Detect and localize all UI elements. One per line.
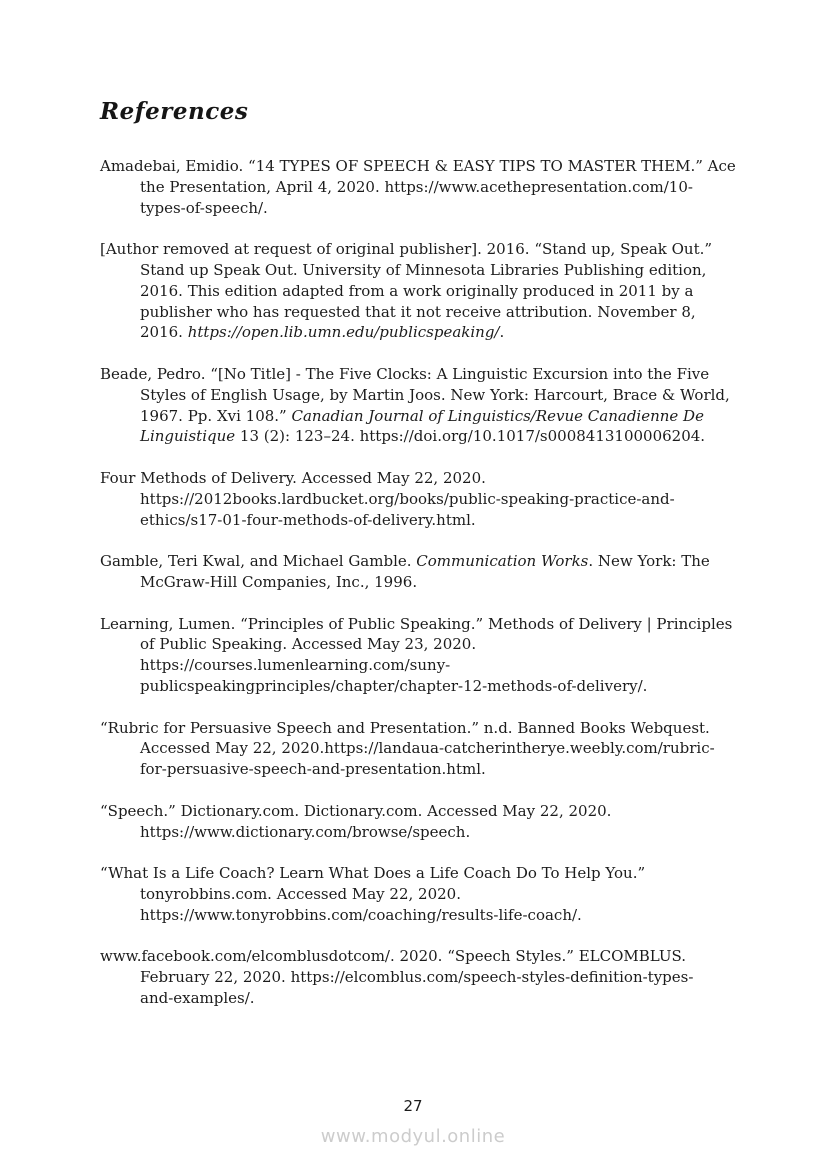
italic-text-segment: Linguistique <box>140 427 236 446</box>
reference-entry <box>100 156 740 218</box>
reference-line <box>100 322 740 343</box>
reference-line <box>100 156 740 177</box>
reference-line <box>100 946 740 967</box>
reference-entry <box>100 946 740 1008</box>
reference-line <box>100 198 740 219</box>
reference-line <box>100 281 740 302</box>
reference-line <box>100 759 740 780</box>
reference-entry <box>100 863 740 925</box>
italic-text-segment: Communication Works <box>416 552 589 571</box>
reference-line <box>100 655 740 676</box>
text-segment: types-of-speech/. <box>140 198 268 217</box>
watermark: www.modyul.online <box>320 1126 506 1147</box>
text-segment: Styles of English Usage, by Martin Joos. New York: Harcourt, Brace & World, <box>140 385 730 404</box>
reference-entry <box>100 801 740 843</box>
reference-line <box>100 468 740 489</box>
text-segment: “Rubric for Persuasive Speech and Presentation.” n.d. Banned Books Webquest. <box>100 718 710 737</box>
text-segment: 1967. Pp. Xvi 108.” <box>140 406 292 425</box>
reference-entry <box>100 468 740 530</box>
reference-line <box>100 676 740 697</box>
reference-line <box>100 489 740 510</box>
references-list <box>100 156 740 1029</box>
text-segment: . New York: The <box>588 552 710 571</box>
reference-line <box>100 302 740 323</box>
text-segment: Beade, Pedro. “[No Title] - The Five Clocks: A Linguistic Excursion into the Five <box>100 364 710 383</box>
text-segment: for-persuasive-speech-and-presentation.html. <box>140 760 486 779</box>
reference-line <box>100 634 740 655</box>
text-segment: of Public Speaking. Accessed May 23, 2020. <box>140 635 477 654</box>
text-segment: McGraw-Hill Companies, Inc., 1996. <box>140 572 418 591</box>
reference-line <box>100 364 740 385</box>
reference-entry <box>100 718 740 780</box>
reference-line <box>100 884 740 905</box>
reference-line <box>100 260 740 281</box>
text-segment: . <box>499 323 505 342</box>
reference-line <box>100 510 740 531</box>
text-segment: the Presentation, April 4, 2020. https://www.acethepresentation.com/10- <box>140 177 693 196</box>
reference-line <box>100 426 740 447</box>
text-segment: Learning, Lumen. “Principles of Public Speaking.” Methods of Delivery | Principles <box>100 614 733 633</box>
reference-line <box>100 406 740 427</box>
text-segment: https://courses.lumenlearning.com/suny- <box>140 656 451 675</box>
text-segment: 13 (2): 123–24. https://doi.org/10.1017/s0008413100006204. <box>235 427 706 446</box>
reference-entry <box>100 614 740 697</box>
reference-line <box>100 863 740 884</box>
text-segment: publicspeakingprinciples/chapter/chapter-12-methods-of-delivery/. <box>140 676 648 695</box>
text-segment: www.facebook.com/elcomblusdotcom/. 2020. “Speech Styles.” ELCOMBLUS. <box>100 947 687 966</box>
italic-text-segment: Canadian Journal of Linguistics/Revue Canadienne De <box>291 406 704 425</box>
text-segment: Gamble, Teri Kwal, and Michael Gamble. <box>100 552 417 571</box>
text-segment: https://2012books.lardbucket.org/books/public-speaking-practice-and- <box>140 489 675 508</box>
reference-line <box>100 572 740 593</box>
text-segment: Stand up Speak Out. University of Minnesota Libraries Publishing edition, <box>140 260 707 279</box>
reference-line <box>100 177 740 198</box>
reference-line <box>100 988 740 1009</box>
text-segment: February 22, 2020. https://elcomblus.com/speech-styles-definition-types- <box>140 968 694 987</box>
text-segment: tonyrobbins.com. Accessed May 22, 2020. <box>140 884 461 903</box>
reference-line <box>100 239 740 260</box>
text-segment: 2016. <box>140 323 188 342</box>
text-segment: ethics/s17-01-four-methods-of-delivery.html. <box>140 510 476 529</box>
reference-line <box>100 738 740 759</box>
reference-line <box>100 967 740 988</box>
text-segment: publisher who has requested that it not receive attribution. November 8, <box>140 302 696 321</box>
page-number: 27 <box>403 1097 423 1115</box>
text-segment: Accessed May 22, 2020.https://landaua-catcherintherye.weebly.com/rubric- <box>140 739 715 758</box>
text-segment: https://www.tonyrobbins.com/coaching/results-life-coach/. <box>140 905 582 924</box>
text-segment: https://www.dictionary.com/browse/speech. <box>140 822 471 841</box>
reference-entry <box>100 551 740 593</box>
reference-line <box>100 385 740 406</box>
page-title: References <box>100 98 249 125</box>
reference-line <box>100 718 740 739</box>
italic-text-segment: https://open.lib.umn.edu/publicspeaking/ <box>187 323 500 342</box>
text-segment: [Author removed at request of original publisher]. 2016. “Stand up, Speak Out.” <box>100 240 713 259</box>
text-segment: “What Is a Life Coach? Learn What Does a Life Coach Do To Help You.” <box>100 864 646 883</box>
reference-line <box>100 551 740 572</box>
text-segment: Amadebai, Emidio. “14 TYPES OF SPEECH & EASY TIPS TO MASTER THEM.” Ace <box>100 157 736 175</box>
reference-entry <box>100 239 740 343</box>
reference-line <box>100 614 740 635</box>
text-segment: “Speech.” Dictionary.com. Dictionary.com. Accessed May 22, 2020. <box>100 801 612 820</box>
reference-line <box>100 905 740 926</box>
text-segment: Four Methods of Delivery. Accessed May 22, 2020. <box>100 468 486 487</box>
reference-line <box>100 801 740 822</box>
text-segment: 2016. This edition adapted from a work originally produced in 2011 by a <box>140 281 694 300</box>
text-segment: and-examples/. <box>140 988 255 1007</box>
reference-line <box>100 822 740 843</box>
reference-entry <box>100 364 740 447</box>
